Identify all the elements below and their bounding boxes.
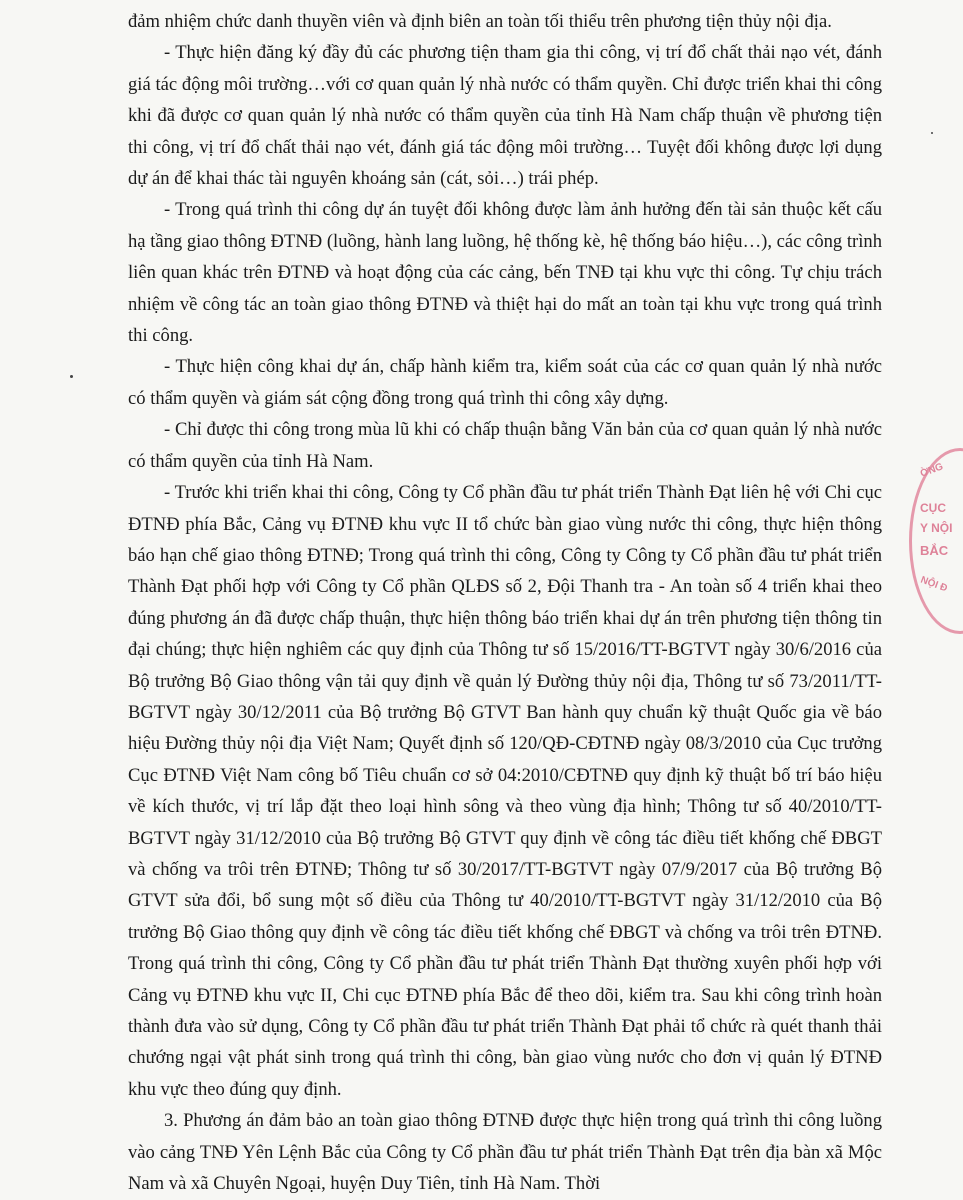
paragraph-7: 3. Phương án đảm bảo an toàn giao thông ĐTNĐ được thực hiện trong quá trình thi công luồng vào cảng TNĐ Yên Lệnh Bắc của Công ty Cổ phần đầu tư phát triển Thành Đạt trên địa bàn xã Mộc Nam và xã Chuyên Ngoại, huyện Duy Tiên, tỉnh Hà Nam. Thời — [128, 1110, 882, 1195]
stamp-text: Y NỘI — [920, 521, 953, 535]
stamp-text: CỤC — [920, 501, 946, 515]
paragraph-6: - Trước khi triển khai thi công, Công ty Cổ phần đầu tư phát triển Thành Đạt liên hệ với Chi cục ĐTNĐ phía Bắc, Cảng vụ ĐTNĐ khu vực II tổ chức bàn giao vùng nước thi công, thực hiện thông báo hạn chế giao thông ĐTNĐ; Trong quá trình thi công, Công ty Công ty Cổ phần đầu tư phát triển Thành Đạt phối hợp với Công ty Cổ phần QLĐS số 2, Đội Thanh tra - An toàn số 4 triển khai theo đúng phương án đã được chấp thuận, thực hiện thông báo triển khai dự án trên phương tiện thông tin đại chúng; thực hiện nghiêm các quy định của Thông tư số 15/2016/TT-BGTVT ngày 30/6/2016 của Bộ trưởng Bộ Giao thông vận tải quy định về quản lý Đường thủy nội địa, Thông tư số 73/2011/TT-BGTVT ngày 30/12/2011 của Bộ trưởng Bộ GTVT Ban hành quy chuẩn kỹ thuật Quốc gia về báo hiệu Đường thủy nội địa Việt Nam; Quyết định số 120/QĐ-CĐTNĐ ngày 08/3/2010 của Cục trưởng Cục ĐTNĐ Việt Nam công bố Tiêu chuẩn cơ sở 04:2010/CĐTNĐ quy định kỹ thuật bố trí báo hiệu về kích thước, vị trí lắp đặt theo loại hình sông và theo vùng địa hình; Thông tư số 40/2010/TT-BGTVT ngày 31/12/2010 của Bộ trưởng Bộ GTVT quy định về công tác điều tiết khống chế ĐBGT và chống va trôi trên ĐTNĐ; Thông tư số 30/2017/TT-BGTVT ngày 07/9/2017 của Bộ trưởng Bộ GTVT sửa đổi, bổ sung một số điều của Thông tư 40/2010/TT-BGTVT ngày 31/12/2010 của Bộ trưởng Bộ Giao thông quy định về công tác điều tiết khống chế ĐBGT và chống va trôi trên ĐTNĐ. Trong quá trình thi công, Công ty Cổ phần đầu tư phát triển Thành Đạt thường xuyên phối hợp với Cảng vụ ĐTNĐ khu vực II, Chi cục ĐTNĐ phía Bắc để theo dõi, kiểm tra. Sau khi công trình hoàn thành đưa vào sử dụng, Công ty Cổ phần đầu tư phát triển Thành Đạt phải tổ chức rà quét thanh thải chướng ngại vật phát sinh trong quá trình thi công, bàn giao vùng nước cho đơn vị quản lý ĐTNĐ khu vực theo đúng quy định. — [128, 482, 882, 1100]
stamp-text: NỘI Đ — [918, 574, 949, 595]
scan-speck — [931, 132, 933, 134]
scan-speck — [70, 375, 73, 378]
paragraph-3: - Trong quá trình thi công dự án tuyệt đối không được làm ảnh hưởng đến tài sản thuộc kết cấu hạ tầng giao thông ĐTNĐ (luồng, hành lang luồng, hệ thống kè, hệ thống báo hiệu…), các công trình liên quan khác trên ĐTNĐ và hoạt động của các cảng, bến TNĐ tại khu vực thi công. Tự chịu trách nhiệm về công tác an toàn giao thông ĐTNĐ và thiệt hại do mất an toàn tại khu vực trong quá trình thi công. — [128, 199, 882, 347]
paragraph-2: - Thực hiện đăng ký đầy đủ các phương tiện tham gia thi công, vị trí đổ chất thải nạo vét, đánh giá tác động môi trường…với cơ quan quản lý nhà nước có thẩm quyền. Chỉ được triển khai thi công khi đã được cơ quan quản lý nhà nước có thẩm quyền của tỉnh Hà Nam chấp thuận về phương tiện thi công, vị trí đổ chất thải nạo vét, đánh giá tác động môi trường… Tuyệt đối không được lợi dụng dự án để khai thác tài nguyên khoáng sản (cát, sỏi…) trái phép. — [128, 42, 882, 190]
official-seal-stamp — [909, 448, 963, 634]
paragraph-4: - Thực hiện công khai dự án, chấp hành kiểm tra, kiểm soát của các cơ quan quản lý nhà nước có thẩm quyền và giám sát cộng đồng trong quá trình thi công xây dựng. — [128, 356, 882, 409]
stamp-text: ỜNG — [918, 461, 945, 480]
document-body — [128, 0, 882, 1199]
stamp-text: BẮC — [920, 543, 949, 558]
paragraph-5: - Chỉ được thi công trong mùa lũ khi có chấp thuận bằng Văn bản của cơ quan quản lý nhà nước có thẩm quyền của tỉnh Hà Nam. — [128, 419, 882, 472]
paragraph-1: đảm nhiệm chức danh thuyền viên và định biên an toàn tối thiểu trên phương tiện thủy nội địa. — [128, 11, 832, 32]
